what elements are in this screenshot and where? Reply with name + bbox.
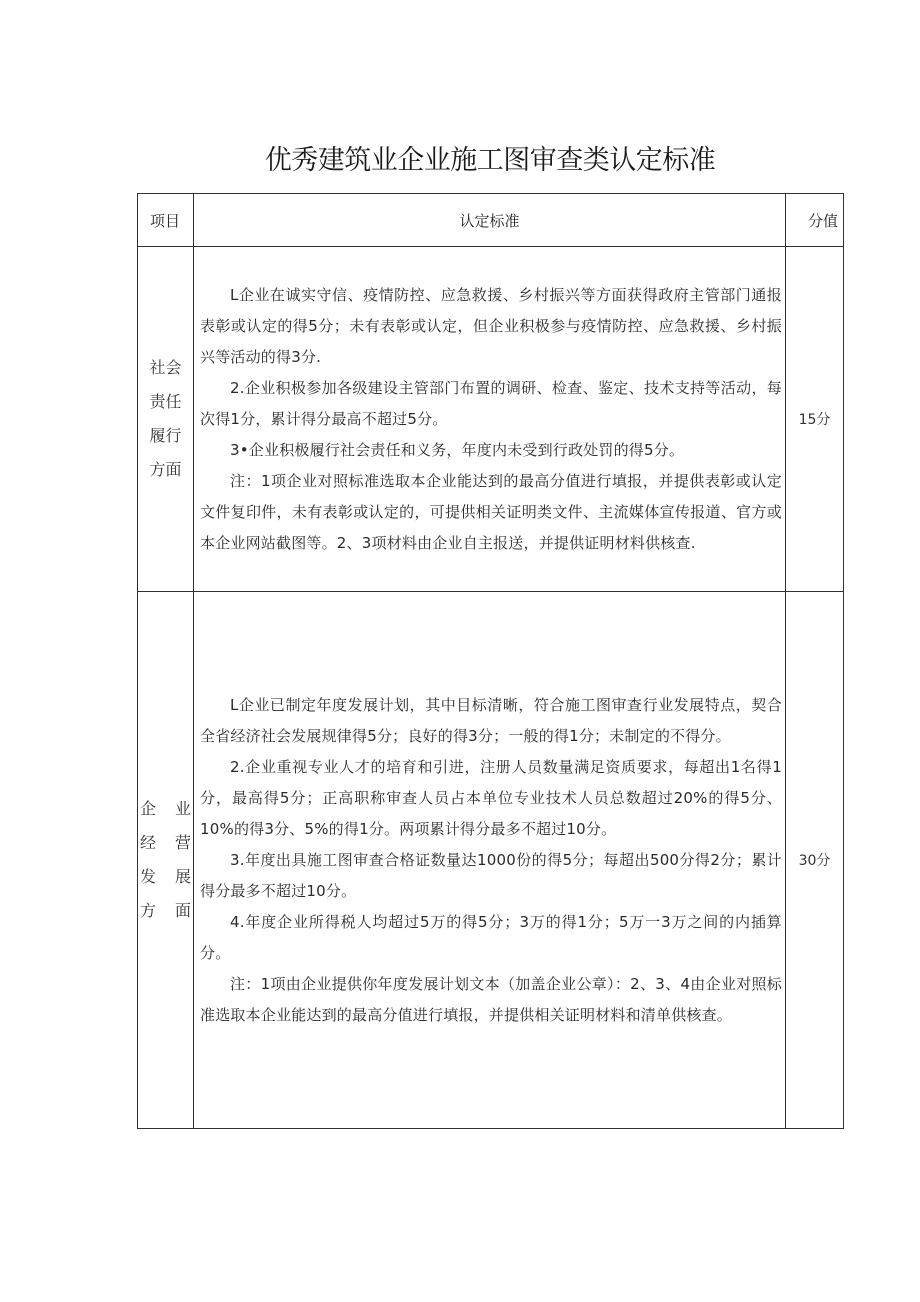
row-item-label (138, 592, 194, 1129)
criteria-note: 注：1项企业对照标准选取本企业能达到的最高分值进行填报，并提供表彰或认定文件复印件，未有表彰或认定的，可提供相关证明类文件、主流媒体宣传报道、官方或本企业网站截图等。2、3项材料由企业自主报送，并提供证明材料供核查. (200, 471, 782, 552)
row-item-label (138, 247, 194, 592)
criteria-paragraph: 2.企业重视专业人才的培育和引进，注册人员数量满足资质要求，每超出1名得1分，最高得5分；正高职称审查人员占本单位专业技术人员总数超过20%的得5分、10%的得3分、5%的得1分。两项累计得分最多不超过10分。 (200, 757, 782, 838)
criteria-paragraph: L企业在诚实守信、疫情防控、应急救援、乡村振兴等方面获得政府主管部门通报表彰或认定的得5分；未有表彰或认定，但企业积极参与疫情防控、应急救援、乡村振兴等活动的得3分. (200, 285, 782, 366)
criteria-paragraph: 3•企业积极履行社会责任和义务，年度内未受到行政处罚的得5分。 (230, 440, 685, 459)
table-row-social-responsibility (138, 247, 844, 592)
header-item: 项目 (138, 194, 194, 247)
item-line: 经营 (140, 833, 191, 852)
criteria-table (137, 193, 844, 1129)
row-criteria (194, 592, 786, 1129)
item-line: 社会 (149, 358, 182, 377)
item-line: 方面 (149, 460, 182, 479)
criteria-paragraph: L企业已制定年度发展计划，其中目标清晰，符合施工图审查行业发展特点，契合全省经济社会发展规律得5分；良好的得3分；一般的得1分；未制定的不得分。 (200, 695, 782, 745)
item-line: 方面 (140, 901, 191, 920)
item-line: 企业 (140, 799, 191, 818)
header-criteria: 认定标准 (194, 194, 786, 247)
header-score: 分值 (786, 194, 844, 247)
item-line: 履行 (149, 426, 182, 445)
row-score: 15分 (786, 247, 844, 592)
criteria-paragraph: 4.年度企业所得税人均超过5万的得5分；3万的得1分；5万一3万之间的内插算分。 (200, 912, 782, 962)
table-row-business-development (138, 592, 844, 1129)
page-title: 优秀建筑业企业施工图审查类认定标准 (264, 145, 716, 176)
row-criteria (194, 247, 786, 592)
criteria-note: 注：1项由企业提供你年度发展计划文本（加盖企业公章）：2、3、4由企业对照标准选取本企业能达到的最高分值进行填报，并提供相关证明材料和清单供核查。 (200, 974, 782, 1024)
item-line: 发展 (140, 867, 191, 886)
item-line: 责任 (149, 392, 182, 411)
row-score: 30分 (786, 592, 844, 1129)
criteria-paragraph: 2.企业积极参加各级建设主管部门布置的调研、检查、鉴定、技术支持等活动，每次得1分，累计得分最高不超过5分。 (200, 378, 782, 428)
table-header-row (138, 194, 844, 247)
criteria-paragraph: 3.年度出具施工图审查合格证数量达1000份的得5分；每超出500分得2分；累计得分最多不超过10分。 (200, 850, 782, 900)
